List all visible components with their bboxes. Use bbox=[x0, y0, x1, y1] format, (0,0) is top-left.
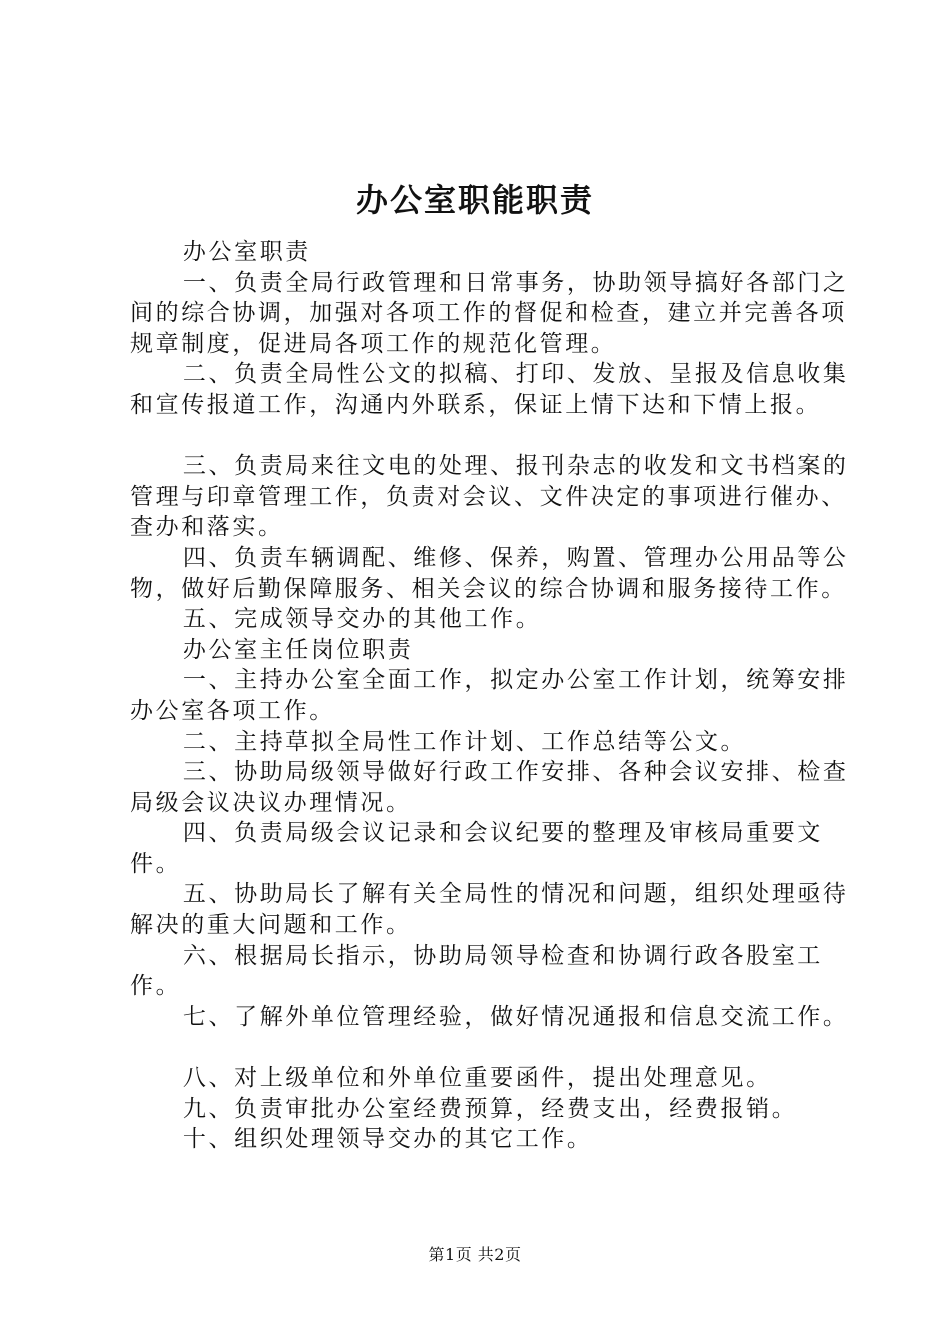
office-duty-5: 五、完成领导交办的其他工作。 bbox=[182, 606, 542, 633]
director-duty-8: 八、对上级单位和外单位重要函件，提出处理意见。 bbox=[182, 1065, 772, 1092]
director-duty-7: 七、了解外单位管理经验，做好情况通报和信息交流工作。 bbox=[182, 1003, 849, 1030]
section-heading-director-duties: 办公室主任岗位职责 bbox=[182, 636, 414, 663]
director-duty-4: 四、负责局级会议记录和会议纪要的整理及审核局重要文件。 bbox=[130, 820, 823, 877]
page-footer: 第1页 共2页 bbox=[428, 1245, 522, 1264]
page-title: 办公室职能职责 bbox=[355, 181, 594, 219]
blank-line bbox=[130, 1032, 850, 1063]
director-duty-3: 三、协助局级领导做好行政工作安排、各种会议安排、检查局级会议决议办理情况。 bbox=[130, 759, 849, 816]
director-duty-2: 二、主持草拟全局性工作计划、工作总结等公文。 bbox=[182, 728, 747, 755]
office-duty-2: 二、负责全局性公文的拟稿、打印、发放、呈报及信息收集和宣传报道工作，沟通内外联系，保证上情下达和下情上报。 bbox=[130, 361, 849, 418]
office-duty-4: 四、负责车辆调配、维修、保养，购置、管理办公用品等公物，做好后勤保障服务、相关会议的综合协调和服务接待工作。 bbox=[130, 544, 849, 602]
director-duty-5: 五、协助局长了解有关全局性的情况和问题，组织处理亟待解决的重大问题和工作。 bbox=[130, 881, 849, 939]
office-duty-3: 三、负责局来往文电的处理、报刊杂志的收发和文书档案的管理与印章管理工作，负责对会议、文件决定的事项进行催办、查办和落实。 bbox=[130, 453, 849, 541]
director-duty-1: 一、主持办公室全面工作，拟定办公室工作计划，统筹安排办公室各项工作。 bbox=[130, 667, 849, 724]
office-duty-1: 一、负责全局行政管理和日常事务，协助领导搞好各部门之间的综合协调，加强对各项工作的督促和检查，建立并完善各项规章制度，促进局各项工作的规范化管理。 bbox=[130, 269, 849, 357]
director-duty-10: 十、组织处理领导交办的其它工作。 bbox=[182, 1126, 593, 1153]
director-duty-6: 六、根据局长指示，协助局领导检查和协调行政各股室工作。 bbox=[130, 942, 823, 1000]
document-body bbox=[130, 237, 850, 1155]
section-heading-office-duties: 办公室职责 bbox=[182, 239, 311, 265]
blank-line bbox=[130, 421, 850, 452]
director-duty-9: 九、负责审批办公室经费预算，经费支出，经费报销。 bbox=[182, 1095, 798, 1122]
